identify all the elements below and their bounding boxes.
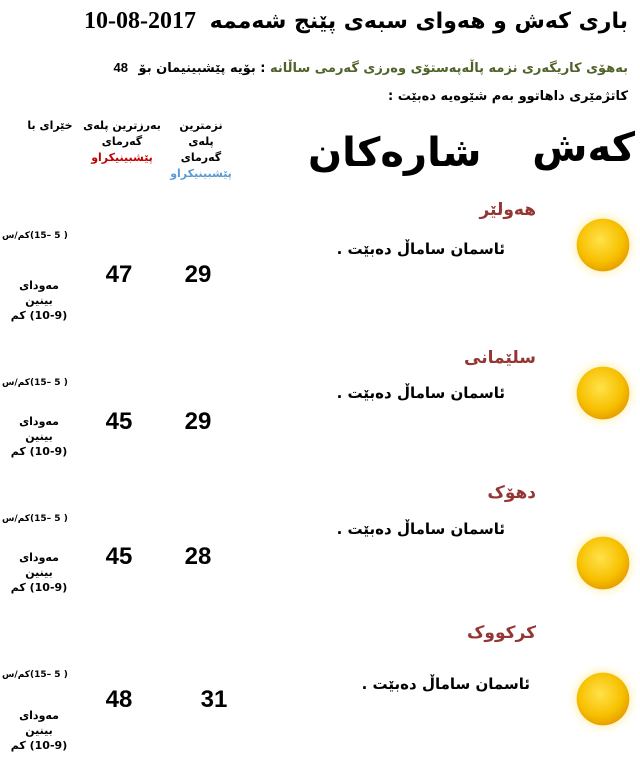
col-weather-header: کەش (532, 125, 635, 171)
max-temp-label-1: بەرزترین پلەی (83, 119, 161, 132)
sun-icon (564, 524, 640, 602)
visibility-range: (10-9) کم (10, 739, 68, 752)
col-max-temp-header (82, 118, 162, 166)
max-temp: 47 (105, 261, 133, 288)
weather-condition: ئاسمان ساماڵ دەبێت . (336, 384, 505, 402)
wind-speed: ( 5 –15)کم/س (2, 231, 68, 241)
visibility-label: مەودای بینین (19, 709, 59, 737)
min-temp: 29 (184, 408, 212, 435)
visibility-range: (10-9) کم (10, 309, 68, 322)
col-min-temp-header (165, 118, 237, 182)
wind-speed: ( 5 –15)کم/س (2, 514, 68, 524)
sun-icon (564, 660, 640, 738)
max-temp-label-2: گەرمای (101, 135, 143, 148)
max-temp: 48 (105, 686, 133, 713)
visibility-label: مەودای بینین (19, 415, 59, 443)
col-wind-header: خێرای با (27, 119, 73, 132)
min-temp-label-3: پێشبینیکراو (170, 167, 232, 180)
weather-condition: ئاسمان ساماڵ دەبێت . (336, 240, 505, 258)
wind-speed: ( 5 –15)کم/س (2, 378, 68, 388)
city-name: دهۆک (487, 483, 536, 503)
visibility-label: مەودای بینین (19, 551, 59, 579)
notice-hours: 48 (113, 60, 129, 75)
visibility-range: (10-9) کم (10, 445, 68, 458)
max-temp: 45 (105, 543, 133, 570)
weather-condition: ئاسمان ساماڵ دەبێت . (336, 520, 505, 538)
visibility (4, 414, 74, 459)
note-line: کاتژمێری داهاتوو بەم شێوەیە دەبێت : (388, 89, 628, 104)
visibility (4, 550, 74, 595)
col-cities-header: شارەکان (308, 130, 482, 176)
min-temp: 31 (200, 686, 228, 713)
visibility-range: (10-9) کم (10, 581, 68, 594)
visibility (4, 708, 74, 753)
notice-tail: : بۆیە پێشبینیمان بۆ (138, 61, 266, 76)
city-name: سلێمانی (464, 348, 536, 368)
max-temp-label-3: پێشبینیکراو (91, 151, 153, 164)
title-text: باری کەش و هەوای سبەی پێنج شەممە (209, 9, 628, 34)
min-temp-label-1: نزمترین پلەی (179, 119, 223, 148)
wind-speed: ( 5 –15)کم/س (2, 670, 68, 680)
forecast-date: 2017-08-10 (83, 8, 196, 34)
min-temp: 28 (184, 543, 212, 570)
min-temp-label-2: گەرمای (180, 151, 222, 164)
min-temp: 29 (184, 261, 212, 288)
city-name: کرکووک (467, 623, 536, 643)
page-title (84, 8, 628, 35)
sun-icon (564, 354, 640, 432)
sun-icon (564, 206, 640, 284)
city-name: هەولێر (479, 200, 536, 220)
max-temp: 45 (105, 408, 133, 435)
notice-line (114, 60, 628, 76)
notice-text: بەهۆی کاریگەری نزمە پاڵەپەستۆی وەرزی گەرمی ساڵانە (270, 61, 628, 76)
weather-condition: ئاسمان ساماڵ دەبێت . (361, 675, 530, 693)
visibility (4, 278, 74, 323)
visibility-label: مەودای بینین (19, 279, 59, 307)
